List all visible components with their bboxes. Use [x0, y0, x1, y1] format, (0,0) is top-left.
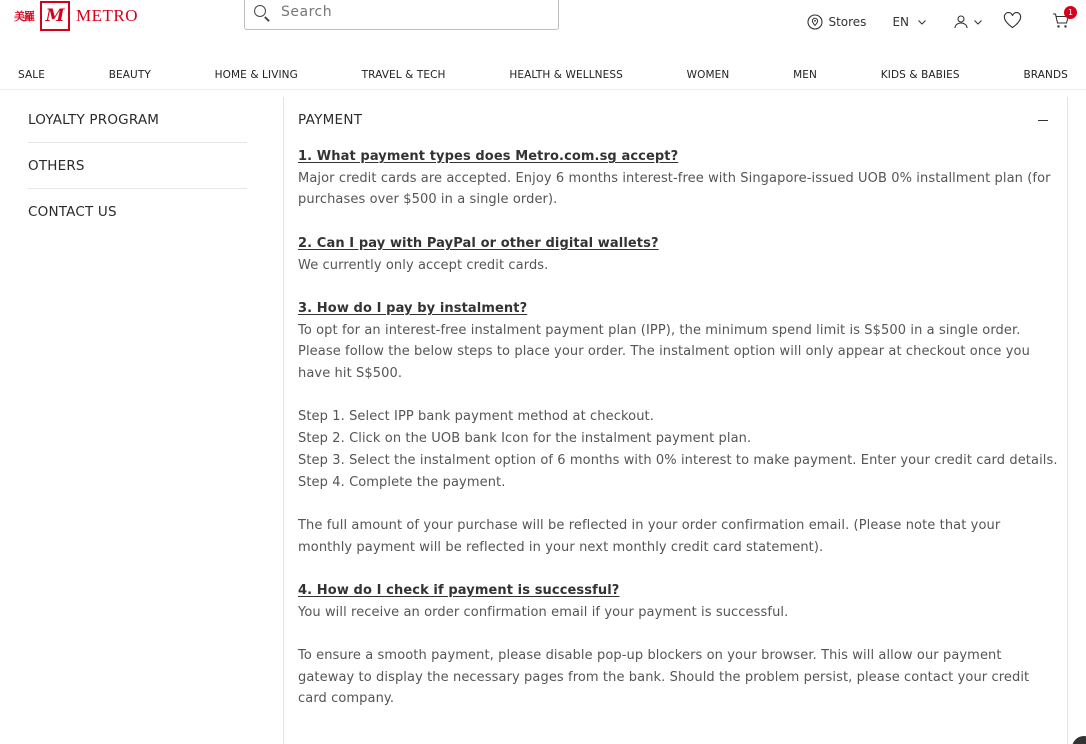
cart-button[interactable] — [1052, 7, 1074, 33]
search-icon[interactable] — [253, 4, 271, 22]
stores-link[interactable] — [807, 14, 866, 30]
faq-content — [298, 108, 1058, 710]
sidebar-item-contact-us[interactable]: CONTACT US — [28, 204, 117, 220]
search-bar — [244, 0, 559, 30]
nav-brands[interactable]: BRANDS — [1023, 68, 1068, 81]
sidebar-item-others[interactable]: OTHERS — [28, 143, 247, 189]
nav-home-living[interactable]: HOME & LIVING — [214, 68, 298, 81]
language-label: EN — [892, 15, 909, 29]
faq-step: Step 1. Select IPP bank payment method at checkout. — [298, 409, 654, 425]
user-icon — [953, 14, 969, 30]
nav-beauty[interactable]: BEAUTY — [108, 68, 151, 81]
faq-question: 2. Can I pay with PayPal or other digital wallets? — [298, 235, 659, 251]
collapse-minus-icon[interactable] — [1038, 120, 1048, 121]
faq-answer: To opt for an interest-free instalment payment plan (IPP), the minimum spend limit is S$500 in a single order. Please follow the below steps to place your order. The instalment option will only appear at checkout once you have hit S$500. — [298, 322, 1030, 381]
faq-step: Step 2. Click on the UOB bank Icon for the instalment payment plan. — [298, 431, 752, 447]
faq-sidebar — [28, 97, 247, 235]
content-divider-left — [283, 97, 284, 744]
chat-fab[interactable] — [1072, 736, 1086, 744]
faq-step: Step 4. Complete the payment. — [298, 474, 506, 490]
faq-question: 4. How do I check if payment is successful? — [298, 582, 620, 598]
site-header — [0, 0, 1086, 48]
section-title: PAYMENT — [298, 112, 363, 128]
wishlist-button[interactable] — [1003, 12, 1022, 33]
search-input[interactable] — [281, 4, 541, 20]
faq-answer: You will receive an order confirmation email if your payment is successful. — [298, 604, 789, 620]
payment-accordion-header[interactable] — [298, 108, 1058, 132]
category-nav — [0, 60, 1086, 90]
nav-sale[interactable]: SALE — [18, 68, 45, 81]
account-menu[interactable] — [953, 14, 983, 30]
header-actions — [807, 7, 1086, 34]
nav-health-wellness[interactable]: HEALTH & WELLNESS — [509, 68, 623, 81]
sidebar-item-loyalty-program[interactable]: LOYALTY PROGRAM — [28, 97, 247, 143]
faq-answer: We currently only accept credit cards. — [298, 257, 549, 273]
faq-question: 3. How do I pay by instalment? — [298, 300, 528, 316]
metro-logo[interactable] — [14, 0, 138, 32]
location-pin-icon — [807, 14, 823, 30]
heart-icon — [1003, 12, 1022, 29]
nav-women[interactable]: WOMEN — [686, 68, 730, 81]
nav-men[interactable]: MEN — [793, 68, 817, 81]
logo-chinese-text: 美羅 — [14, 10, 34, 23]
cart-count-badge: 1 — [1064, 6, 1077, 19]
chevron-down-icon — [973, 17, 983, 27]
nav-travel-tech[interactable]: TRAVEL & TECH — [361, 68, 446, 81]
faq-step: Step 3. Select the instalment option of 6 months with 0% interest to make payment. Enter your credit card details. — [298, 452, 1058, 468]
language-selector[interactable] — [892, 15, 927, 29]
faq-question: 1. What payment types does Metro.com.sg accept? — [298, 149, 679, 164]
logo-mark: M — [40, 1, 70, 31]
content-divider-right — [1067, 97, 1068, 744]
chevron-down-icon — [917, 17, 927, 27]
faq-answer: The full amount of your purchase will be reflected in your order confirmation email. (Please note that your monthly payment will be reflected in your next monthly credit card statement). — [298, 517, 1001, 555]
logo-wordmark: METRO — [76, 6, 138, 25]
nav-kids-babies[interactable]: KIDS & BABIES — [880, 68, 960, 81]
faq-body — [298, 146, 1058, 710]
faq-answer: Major credit cards are accepted. Enjoy 6 months interest-free with Singapore-issued UOB 0% installment plan (for purchases over $500 in a single order). — [298, 170, 1051, 208]
stores-label: Stores — [828, 15, 867, 29]
faq-answer: To ensure a smooth payment, please disable pop-up blockers on your browser. This will allow our payment gateway to display the necessary pages from the bank. Should the problem persist, please contact your credit card company. — [298, 648, 1030, 707]
